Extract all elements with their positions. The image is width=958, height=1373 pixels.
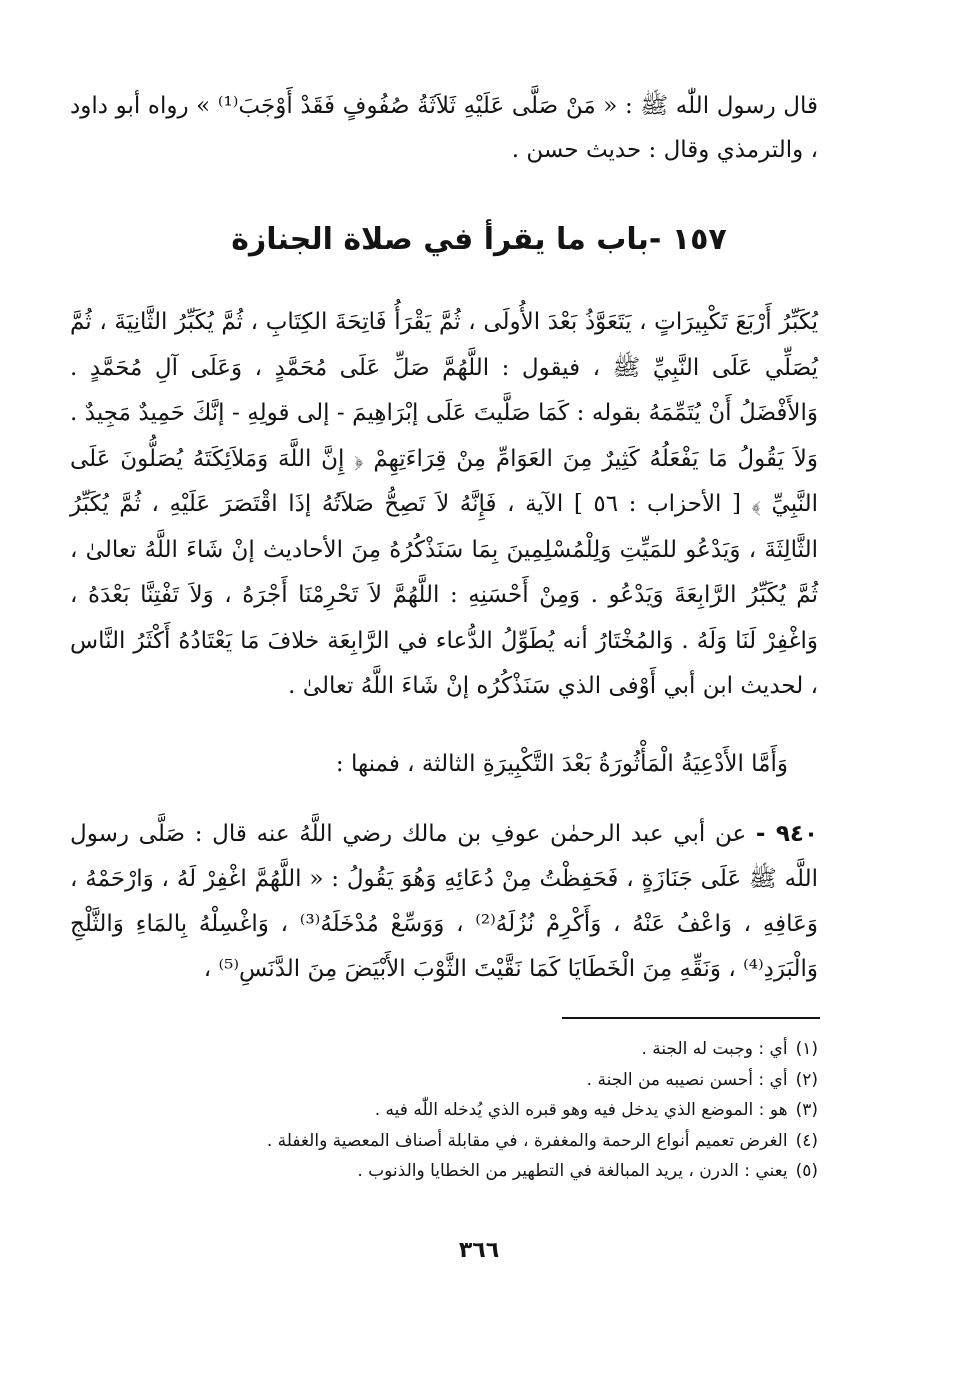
page-number: ٣٦٦ — [458, 1238, 500, 1263]
footnote-number: (٤) — [795, 1130, 818, 1151]
footnote-text: أي : أحسن نصيبه من الجنة . — [586, 1069, 788, 1090]
hadith-paragraph — [70, 812, 818, 992]
footnote-separator — [562, 1017, 820, 1019]
footnotes — [70, 1034, 818, 1187]
footnote-text: الغرض تعميم أنواع الرحمة والمغفرة ، في مقابلة أصناف المعصية والغفلة . — [266, 1130, 788, 1151]
footnote-1 — [70, 1034, 818, 1065]
footnote-number: (٣) — [795, 1100, 818, 1120]
hadith-number: ٩٤٠ - — [755, 821, 818, 847]
footnote-text: هو : الموضع الذي يدخل فيه وهو قبره الذي يُدخله اللّٰه فيه . — [374, 1100, 788, 1120]
footnote-3 — [70, 1095, 818, 1126]
hadith-text: عن أبي عبد الرحمٰن عوفِ بن مالك رضي اللَّهُ عنه قال : صَلَّى رسول اللَّه ﷺ عَلَى جَنَازَةٍ ، فَحَفِظْتُ مِنْ دُعَائِهِ وَهُوَ يَقُولُ : « اللَّهُمَّ اغْفِرْ لَهُ ، وَارْحَمْهُ ، وَعَافِهِ ، وَاعْفُ عَنْهُ ، وَأَكْرِمْ نُزُلَهُ⁽²⁾ ، وَوَسِّعْ مُدْخَلَهُ⁽³⁾ ، وَاغْسِلْهُ بِالمَاءِ وَالثَّلْجِ وَالْبَرَدِ⁽⁴⁾ ، وَنَقِّهِ مِنَ الْخَطَايَا كَمَا نَقَّيْتَ الثَّوْبَ الأَبْيَضَ مِنَ الدَّنَسِ⁽⁵⁾ ، — [70, 821, 818, 982]
chapter-heading: ١٥٧ -باب ما يقرأ في صلاة الجنازة — [231, 222, 727, 257]
footnote-2 — [70, 1065, 818, 1096]
footnote-text: أي : وجبت له الجنة . — [641, 1039, 788, 1059]
footnote-number: (٢) — [795, 1069, 818, 1090]
footnote-5 — [70, 1156, 818, 1187]
footnote-number: (٥) — [795, 1161, 818, 1181]
lead-in-line: وَأَمَّا الأَدْعِيَةُ الْمَأْثُورَةُ بَعْدَ التَّكْبِيرَةِ الثالثة ، فمنها : — [335, 751, 788, 777]
intro-paragraph: قال رسول اللّٰه ﷺ : « مَنْ صَلَّى عَلَيْهِ ثَلاَثَةُ صُفُوفٍ فَقَدْ أَوْجَبَ⁽¹⁾ » رواه أبو داود ، والترمذي وقال : حديث حسن . — [70, 93, 819, 163]
body-paragraph: يُكَبِّرُ أَرْبَعَ تَكْبِيرَاتٍ ، يَتَعَوَّذُ بَعْدَ الأُولَى ، ثُمَّ يَقْرَأُ فَاتِحَةَ الكِتَابِ ، ثُمَّ يُكَبِّرُ الثَّانِيَةَ ، ثُمَّ يُصَلِّي عَلَى النَّبِيِّ ﷺ ، فيقول : اللَّهُمَّ صَلِّ عَلَى مُحَمَّدٍ ، وَعَلَى آلِ مُحَمَّدٍ . وَالأَفْضَلُ أَنْ يُتَمِّمَهُ بقوله : كَمَا صَلَّيتَ عَلَى إبْرَاهِيمَ - إلى قولِهِ - إنَّكَ حَمِيدٌ مَجِيدٌ . وَلاَ يَقُولُ مَا يَفْعَلُهُ كَثِيرٌ مِنَ العَوَامِّ مِنْ قِرَاءَتِهِمْ ﴿ إِنَّ اللَّهَ وَمَلاَئِكَتَهُ يُصَلُّونَ عَلَى النَّبِيِّ ﴾ [ الأحزاب : ٥٦ ] الآية ، فَإِنَّهُ لاَ تَصِحُّ صَلاَتُهُ إذَا اقْتَصَرَ عَلَيْهِ ، ثُمَّ يُكَبِّرُ الثَّالِثَةَ ، وَيَدْعُو للمَيِّتِ وَلِلْمُسْلِمِينَ بِمَا سَنَذْكُرُهُ مِنَ الأحاديث إنْ شَاءَ اللَّهُ تعالىٰ ، ثُمَّ يُكَبِّرُ الرَّابِعَةَ وَيَدْعُو . وَمِنْ أَحْسَنِهِ : اللَّهُمَّ لاَ تَحْرِمْنَا أَجْرَهُ ، وَلاَ تَفْتِنَّا بَعْدَهُ ، وَاغْفِرْ لَنَا وَلَهُ . وَالمُخْتَارُ أنه يُطَوِّلُ الدُّعاء في الرَّابِعَة خلافَ مَا يَعْتَادُهُ أَكْثَرُ النَّاس ، لحديث ابن أبي أَوْفى الذي سَنَذْكُرُه إنْ شَاءَ اللَّهُ تعالىٰ . — [70, 309, 819, 699]
footnote-text: يعني : الدرن ، يريد المبالغة في التطهير من الخطايا والذنوب . — [357, 1161, 788, 1181]
footnote-4 — [70, 1126, 818, 1157]
footnote-number: (١) — [795, 1039, 818, 1059]
